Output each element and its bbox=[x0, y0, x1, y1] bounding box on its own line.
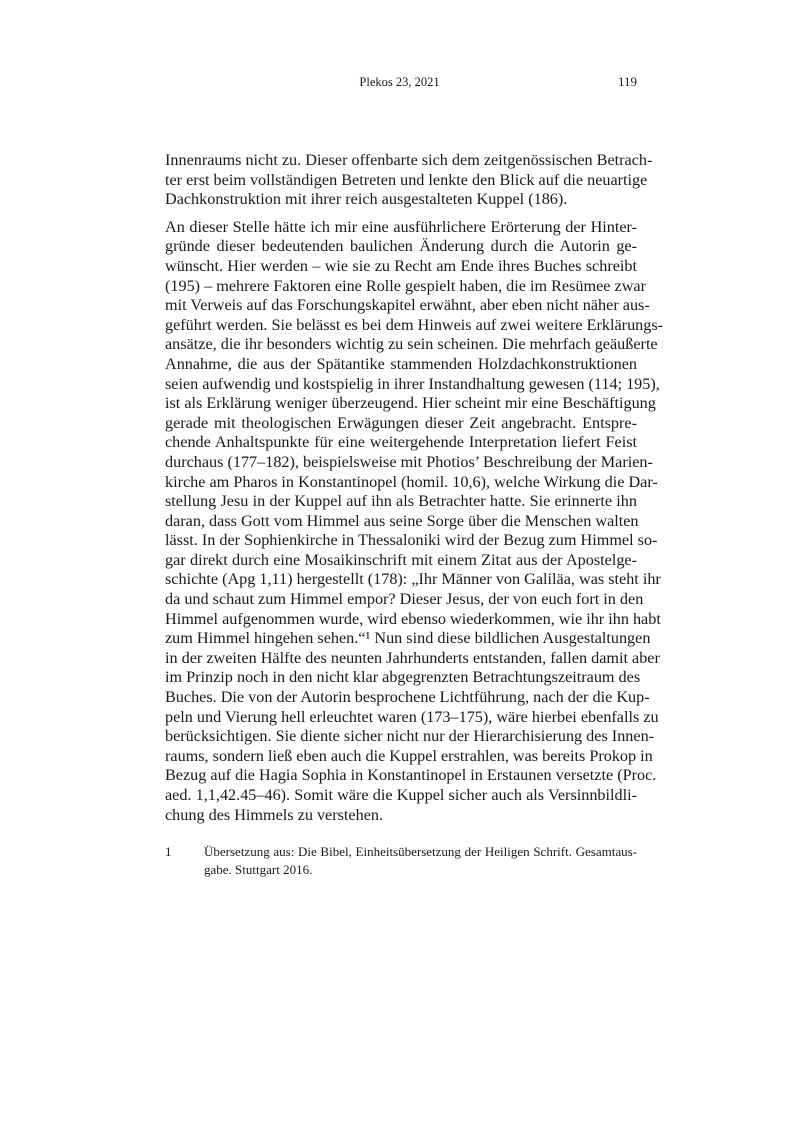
text-line: An dieser Stelle hätte ich mir eine ausführlichere Erörterung der Hinter- bbox=[165, 217, 637, 236]
text-line: durchaus (177–182), beispielsweise mit Photios’ Beschreibung der Marien- bbox=[165, 452, 653, 471]
text-line: ist als Erklärung weniger überzeugend. Hier scheint mir eine Beschäftigung bbox=[165, 394, 656, 413]
text-line: schichte (Apg 1,11) hergestellt (178): „Ihr Männer von Galiläa, was steht ihr bbox=[165, 570, 661, 589]
text-line: geführt werden. Sie belässt es bei dem Hinweis auf zwei weitere Erklärungs- bbox=[165, 315, 664, 334]
paragraph bbox=[165, 151, 653, 210]
text-line: berücksichtigen. Sie diente sicher nicht nur der Hierarchisierung des Innen- bbox=[165, 727, 655, 746]
text-line: Innenraums nicht zu. Dieser offenbarte sich dem zeitgenössischen Betrach- bbox=[165, 151, 653, 169]
text-line: Annahme, die aus der Spätantike stammenden Holzdachkonstruktionen bbox=[165, 354, 637, 373]
text-line: lässt. In der Sophienkirche in Thessaloniki wird der Bezug zum Himmel so- bbox=[165, 531, 658, 550]
running-head: Plekos 23, 2021 bbox=[359, 75, 440, 89]
footnote-text bbox=[204, 843, 637, 879]
text-line: chende Anhaltspunkte für eine weitergehende Interpretation liefert Feist bbox=[165, 433, 637, 452]
text-line: ansätze, die ihr besonders wichtig zu sein scheinen. Die mehrfach geäußerte bbox=[165, 335, 658, 354]
text-line: peln und Vierung hell erleuchtet waren (173–175), wäre hierbei ebenfalls zu bbox=[165, 707, 659, 726]
text-line: gerade mit theologischen Erwägungen dieser Zeit angebracht. Entspre- bbox=[165, 413, 637, 432]
text-line: in der zweiten Hälfte des neunten Jahrhunderts entstanden, fallen damit aber bbox=[165, 648, 660, 667]
page-number: 119 bbox=[617, 74, 637, 89]
text-line: zum Himmel hingehen sehen.“¹ Nun sind diese bildlichen Ausgestaltungen bbox=[165, 629, 651, 648]
text-line: aed. 1,1,42.45–46). Somit wäre die Kuppel sicher auch als Versinnbildli- bbox=[165, 786, 637, 804]
footnotes bbox=[165, 843, 637, 879]
text-line: mit Verweis auf das Forschungskapitel erwähnt, aber eben nicht näher aus- bbox=[165, 296, 650, 315]
text-line: Buches. Die von der Autorin besprochene Lichtführung, nach der die Kup- bbox=[165, 688, 650, 707]
text-line: Dachkonstruktion mit ihrer reich ausgestalteten Kuppel (186). bbox=[165, 190, 568, 209]
footnote-number: 1 bbox=[165, 844, 172, 859]
text-line: (195) – mehrere Faktoren eine Rolle gespielt haben, die im Resümee zwar bbox=[165, 276, 646, 295]
text-line: gründe dieser bedeutenden baulichen Änderung durch die Autorin ge- bbox=[165, 237, 637, 256]
paragraph bbox=[165, 217, 664, 825]
text-line: da und schaut zum Himmel empor? Dieser Jesus, der von euch fort in den bbox=[165, 590, 644, 609]
text-line: kirche am Pharos in Konstantinopel (homil. 10,6), welche Wirkung die Dar- bbox=[165, 472, 658, 491]
text-line: Bezug auf die Hagia Sophia in Konstantinopel in Erstaunen versetzte (Proc. bbox=[165, 766, 657, 785]
text-line: wünscht. Hier werden – wie sie zu Recht am Ende ihres Buches schreibt bbox=[165, 256, 637, 275]
text-line: raums, sondern ließ eben auch die Kuppel erstrahlen, was bereits Prokop in bbox=[165, 746, 653, 765]
footnote bbox=[165, 843, 637, 879]
text-line: Himmel aufgenommen wurde, wird ebenso wiederkommen, wie ihr ihn habt bbox=[165, 609, 661, 628]
footnote-line: gabe. Stuttgart 2016. bbox=[204, 862, 313, 877]
body-text bbox=[165, 151, 664, 833]
text-line: stellung Jesu in der Kuppel auf ihn als Betrachter hatte. Sie erinnerte ihn bbox=[165, 492, 637, 511]
text-line: im Prinzip noch in den nicht klar abgegrenzten Betrachtungszeitraum des bbox=[165, 668, 641, 687]
text-line: daran, dass Gott vom Himmel aus seine Sorge über die Menschen walten bbox=[165, 511, 639, 530]
text-line: seien aufwendig und kostspielig in ihrer Instandhaltung gewesen (114; 195), bbox=[165, 374, 660, 393]
text-line: ter erst beim vollständigen Betreten und lenkte den Blick auf die neuartige bbox=[165, 170, 648, 189]
text-line: chung des Himmels zu verstehen. bbox=[165, 805, 384, 824]
text-line: gar direkt durch eine Mosaikinschrift mit einem Zitat aus der Apostelge- bbox=[165, 550, 637, 569]
footnote-line: Übersetzung aus: Die Bibel, Einheitsübersetzung der Heiligen Schrift. Gesamtaus- bbox=[204, 844, 637, 859]
